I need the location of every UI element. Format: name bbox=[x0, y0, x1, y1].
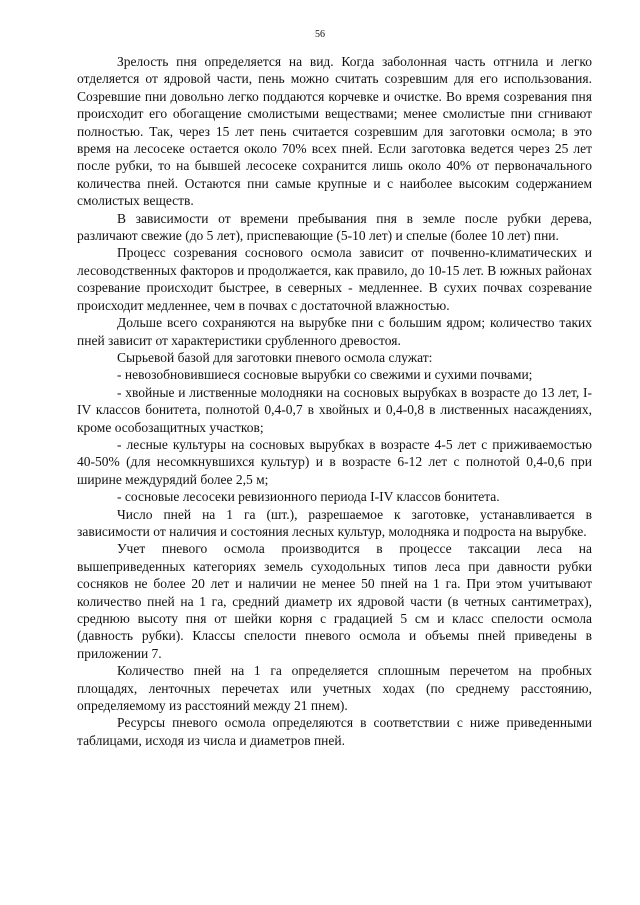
paragraph-raw-base-intro: Сырьевой базой для заготовки пневого осмола служат: bbox=[117, 349, 433, 365]
list-item-unrestored-clearings: - невозобновившиеся сосновые вырубки со свежими и сухими почвами; bbox=[117, 367, 533, 383]
paragraph-stump-maturity: Зрелость пня определяется на вид. Когда заболонная часть отгнила и легко отделяется от ядровой части, пень можно считать созревшим для его использования. Созревшие пни довольно легко поддаются корчевке и очистке. Во время созревания пня происходит его обогащение смолистыми веществами; менее смолистые пни сгнивают полностью. Так, через 15 лет пень считается созревшим для заготовки осмола; в это время на лесосеке остается около 70% всех пней. Если заготовка ведется через 25 лет после рубки, то на бывшей лесосеке сохранится лишь около 40% от первоначального количества пней. Остаются пни самые крупные и с наиболее высоким содержанием смолистых веществ. bbox=[77, 54, 592, 209]
paragraph-maturation-process: Процесс созревания соснового осмола зависит от почвенно-климатических и лесоводственных факторов и продолжается, как правило, до 10-15 лет. В южных районах созревание происходит быстрее, в северных - медленнее. В сухих почвах созревание происходит медленнее, чем в почвах с достаточной влажностью. bbox=[77, 245, 592, 313]
page-number: 56 bbox=[315, 29, 325, 40]
list-item-forest-cultures: - лесные культуры на сосновых вырубках в возрасте 4-5 лет с приживаемостью 40-50% (для несомкнувшихся культур) и в возрасте 6-12 лет с полнотой 0,4-0,6 при ширине междурядий более 2,5 м; bbox=[77, 436, 592, 487]
list-item-pine-cutting-areas: - сосновые лесосеки ревизионного периода I-IV классов бонитета. bbox=[117, 489, 500, 505]
paragraph-stump-categories: В зависимости от времени пребывания пня в земле после рубки дерева, различают свежие (до 5 лет), приспевающие (5-10 лет) и спелые (более 10 лет) пни. bbox=[77, 210, 592, 244]
paragraph-stump-preservation: Дольше всего сохраняются на вырубке пни с большим ядром; количество таких пней зависит от характеристики срубленного древостоя. bbox=[77, 315, 592, 348]
list-item-young-stands: - хвойные и лиственные молодняки на сосновых вырубках в возрасте до 13 лет, I-IV классов бонитета, полнотой 0,4-0,7 в хвойных и 0,4-0,8 в лиственных насаждениях, кроме особозащитных участков; bbox=[77, 384, 592, 435]
body-text bbox=[77, 53, 592, 749]
paragraph-resin-resources: Ресурсы пневого осмола определяются в соответствии с ниже приведенными таблицами, исходя из числа и диаметров пней. bbox=[77, 715, 592, 748]
paragraph-stump-count-method: Количество пней на 1 га определяется сплошным перечетом на пробных площадях, ленточных перечетах или учетных ходах (по среднему расстоянию, определяемому из расстояний между 21 пнем). bbox=[77, 663, 592, 714]
paragraph-resin-accounting: Учет пневого осмола производится в процессе таксации леса на вышеприведенных категориях земель суходольных типов леса при давности рубки сосняков не более 20 лет и наличии не менее 50 пней на 1 га. При этом учитывают количество пней на 1 га, средний диаметр их ядровой части (в четных сантиметрах), среднюю высоту пня от шейки корня с градацией 5 см и класс спелости осмола (давность рубки). Классы спелости пневого осмола и объемы пней приведены в приложении 7. bbox=[77, 541, 592, 661]
paragraph-stumps-per-hectare: Число пней на 1 га (шт.), разрешаемое к заготовке, устанавливается в зависимости от наличия и состояния лесных культур, молодняка и подроста на вырубке. bbox=[77, 506, 592, 539]
